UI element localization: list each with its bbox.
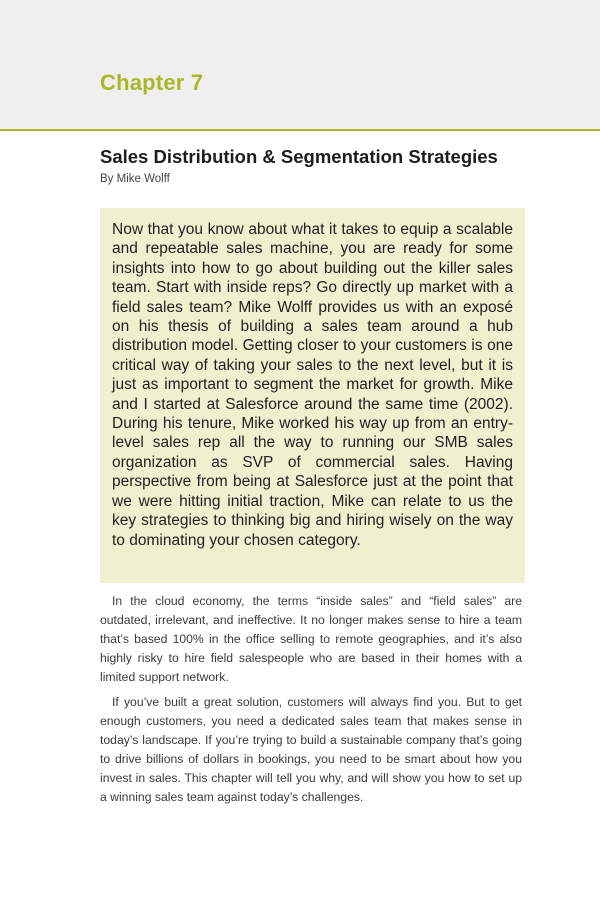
body-paragraph: In the cloud economy, the terms “inside sales” and “field sales” are outdated, irrelevant, and ineffective. It no longer makes sense to hire a team that’s based 100% in the office selling to remote geographies, and it’s also highly risky to hire field salespeople who are based in their homes with a limited support network. bbox=[100, 594, 522, 684]
body-text bbox=[100, 592, 522, 813]
intro-callout-box bbox=[100, 208, 525, 583]
intro-text: Now that you know about what it takes to equip a scalable and repeatable sales machine, you are ready for some insights into how to go about building out the killer sales team. Start with inside reps? Go directly up market with a field sales team? Mike Wolff provides us with an exposé on his thesis of building a sales team around a hub distribution model. Getting closer to your customers is one critical way of taking your sales to the next level, but it is just as important to segment the market for growth. Mike and I started at Salesforce around the same time (2002). During his tenure, Mike worked his way up from an entry-level sales rep all the way to running our SMB sales organization as SVP of commercial sales. Having perspective from being at Salesforce just at the point that we were hitting initial traction, Mike can relate to us the key strategies to thinking big and hiring wisely on the way to dominating your chosen category. bbox=[112, 221, 513, 549]
chapter-header-band bbox=[0, 0, 600, 131]
body-paragraph: If you’ve built a great solution, customers will always find you. But to get enough customers, you need a dedicated sales team that makes sense in today’s landscape. If you’re trying to build a sustainable company that’s going to drive billions of dollars in bookings, you need to be smart about how you invest in sales. This chapter will tell you why, and will show you how to set up a winning sales team against today’s challenges. bbox=[100, 695, 522, 804]
chapter-label: Chapter 7 bbox=[100, 70, 204, 95]
chapter-title: Sales Distribution & Segmentation Strategies bbox=[100, 146, 498, 167]
author-byline: By Mike Wolff bbox=[100, 173, 170, 185]
